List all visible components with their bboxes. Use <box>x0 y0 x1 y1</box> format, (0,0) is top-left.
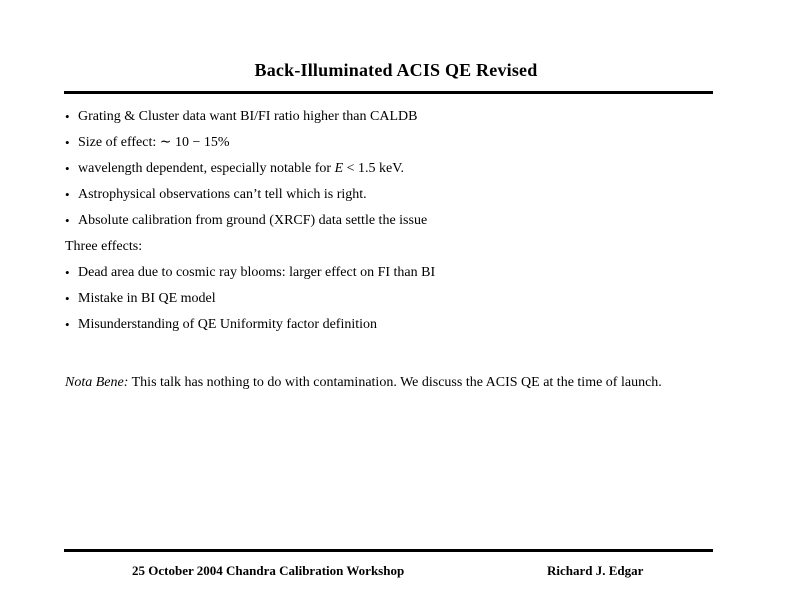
bullet-item <box>65 156 435 182</box>
bullet-icon: • <box>65 187 70 202</box>
footer-author-label: Richard J. Edgar <box>547 563 644 578</box>
bullet-icon: • <box>65 135 70 150</box>
title-divider-rule <box>64 91 713 94</box>
bullet-text: Dead area due to cosmic ray blooms: larger effect on FI than BI <box>78 265 436 280</box>
bullet-item <box>65 260 435 286</box>
math-variable-E: E <box>334 161 344 176</box>
bullet-text: Astrophysical observations can’t tell which is right. <box>78 187 367 202</box>
bullet-item <box>65 312 435 338</box>
bullet-icon: • <box>65 317 70 332</box>
bullet-icon: • <box>65 265 70 280</box>
slide-title: Back-Illuminated ACIS QE Revised <box>254 60 538 80</box>
bullet-item <box>65 182 435 208</box>
bullet-item <box>65 208 435 234</box>
bullet-text: Absolute calibration from ground (XRCF) data settle the issue <box>78 213 428 228</box>
bullet-item <box>65 130 435 156</box>
footer-divider-rule <box>64 549 713 552</box>
bullet-icon: • <box>65 109 70 124</box>
slide-body <box>65 104 435 338</box>
nota-bene-note <box>65 370 662 396</box>
footer-workshop-label: 25 October 2004 Chandra Calibration Workshop <box>132 563 405 578</box>
bullet-text: Grating & Cluster data want BI/FI ratio higher than CALDB <box>78 109 418 124</box>
bullet-item <box>65 286 435 312</box>
bullet-item <box>65 104 435 130</box>
bullet-icon: • <box>65 161 70 176</box>
nota-bene-label: Nota Bene: <box>65 375 129 390</box>
bullet-text: Mistake in BI QE model <box>78 291 216 306</box>
section-label: Three effects: <box>65 239 143 254</box>
bullet-icon: • <box>65 213 70 228</box>
nota-bene-text: This talk has nothing to do with contamination. We discuss the ACIS QE at the time of launch. <box>128 375 662 390</box>
bullet-text: wavelength dependent, especially notable for E < 1.5 keV. <box>78 161 405 176</box>
bullet-text: Size of effect: ∼ 10 − 15% <box>78 135 230 150</box>
bullet-text: Misunderstanding of QE Uniformity factor definition <box>78 317 377 332</box>
bullet-icon: • <box>65 291 70 306</box>
